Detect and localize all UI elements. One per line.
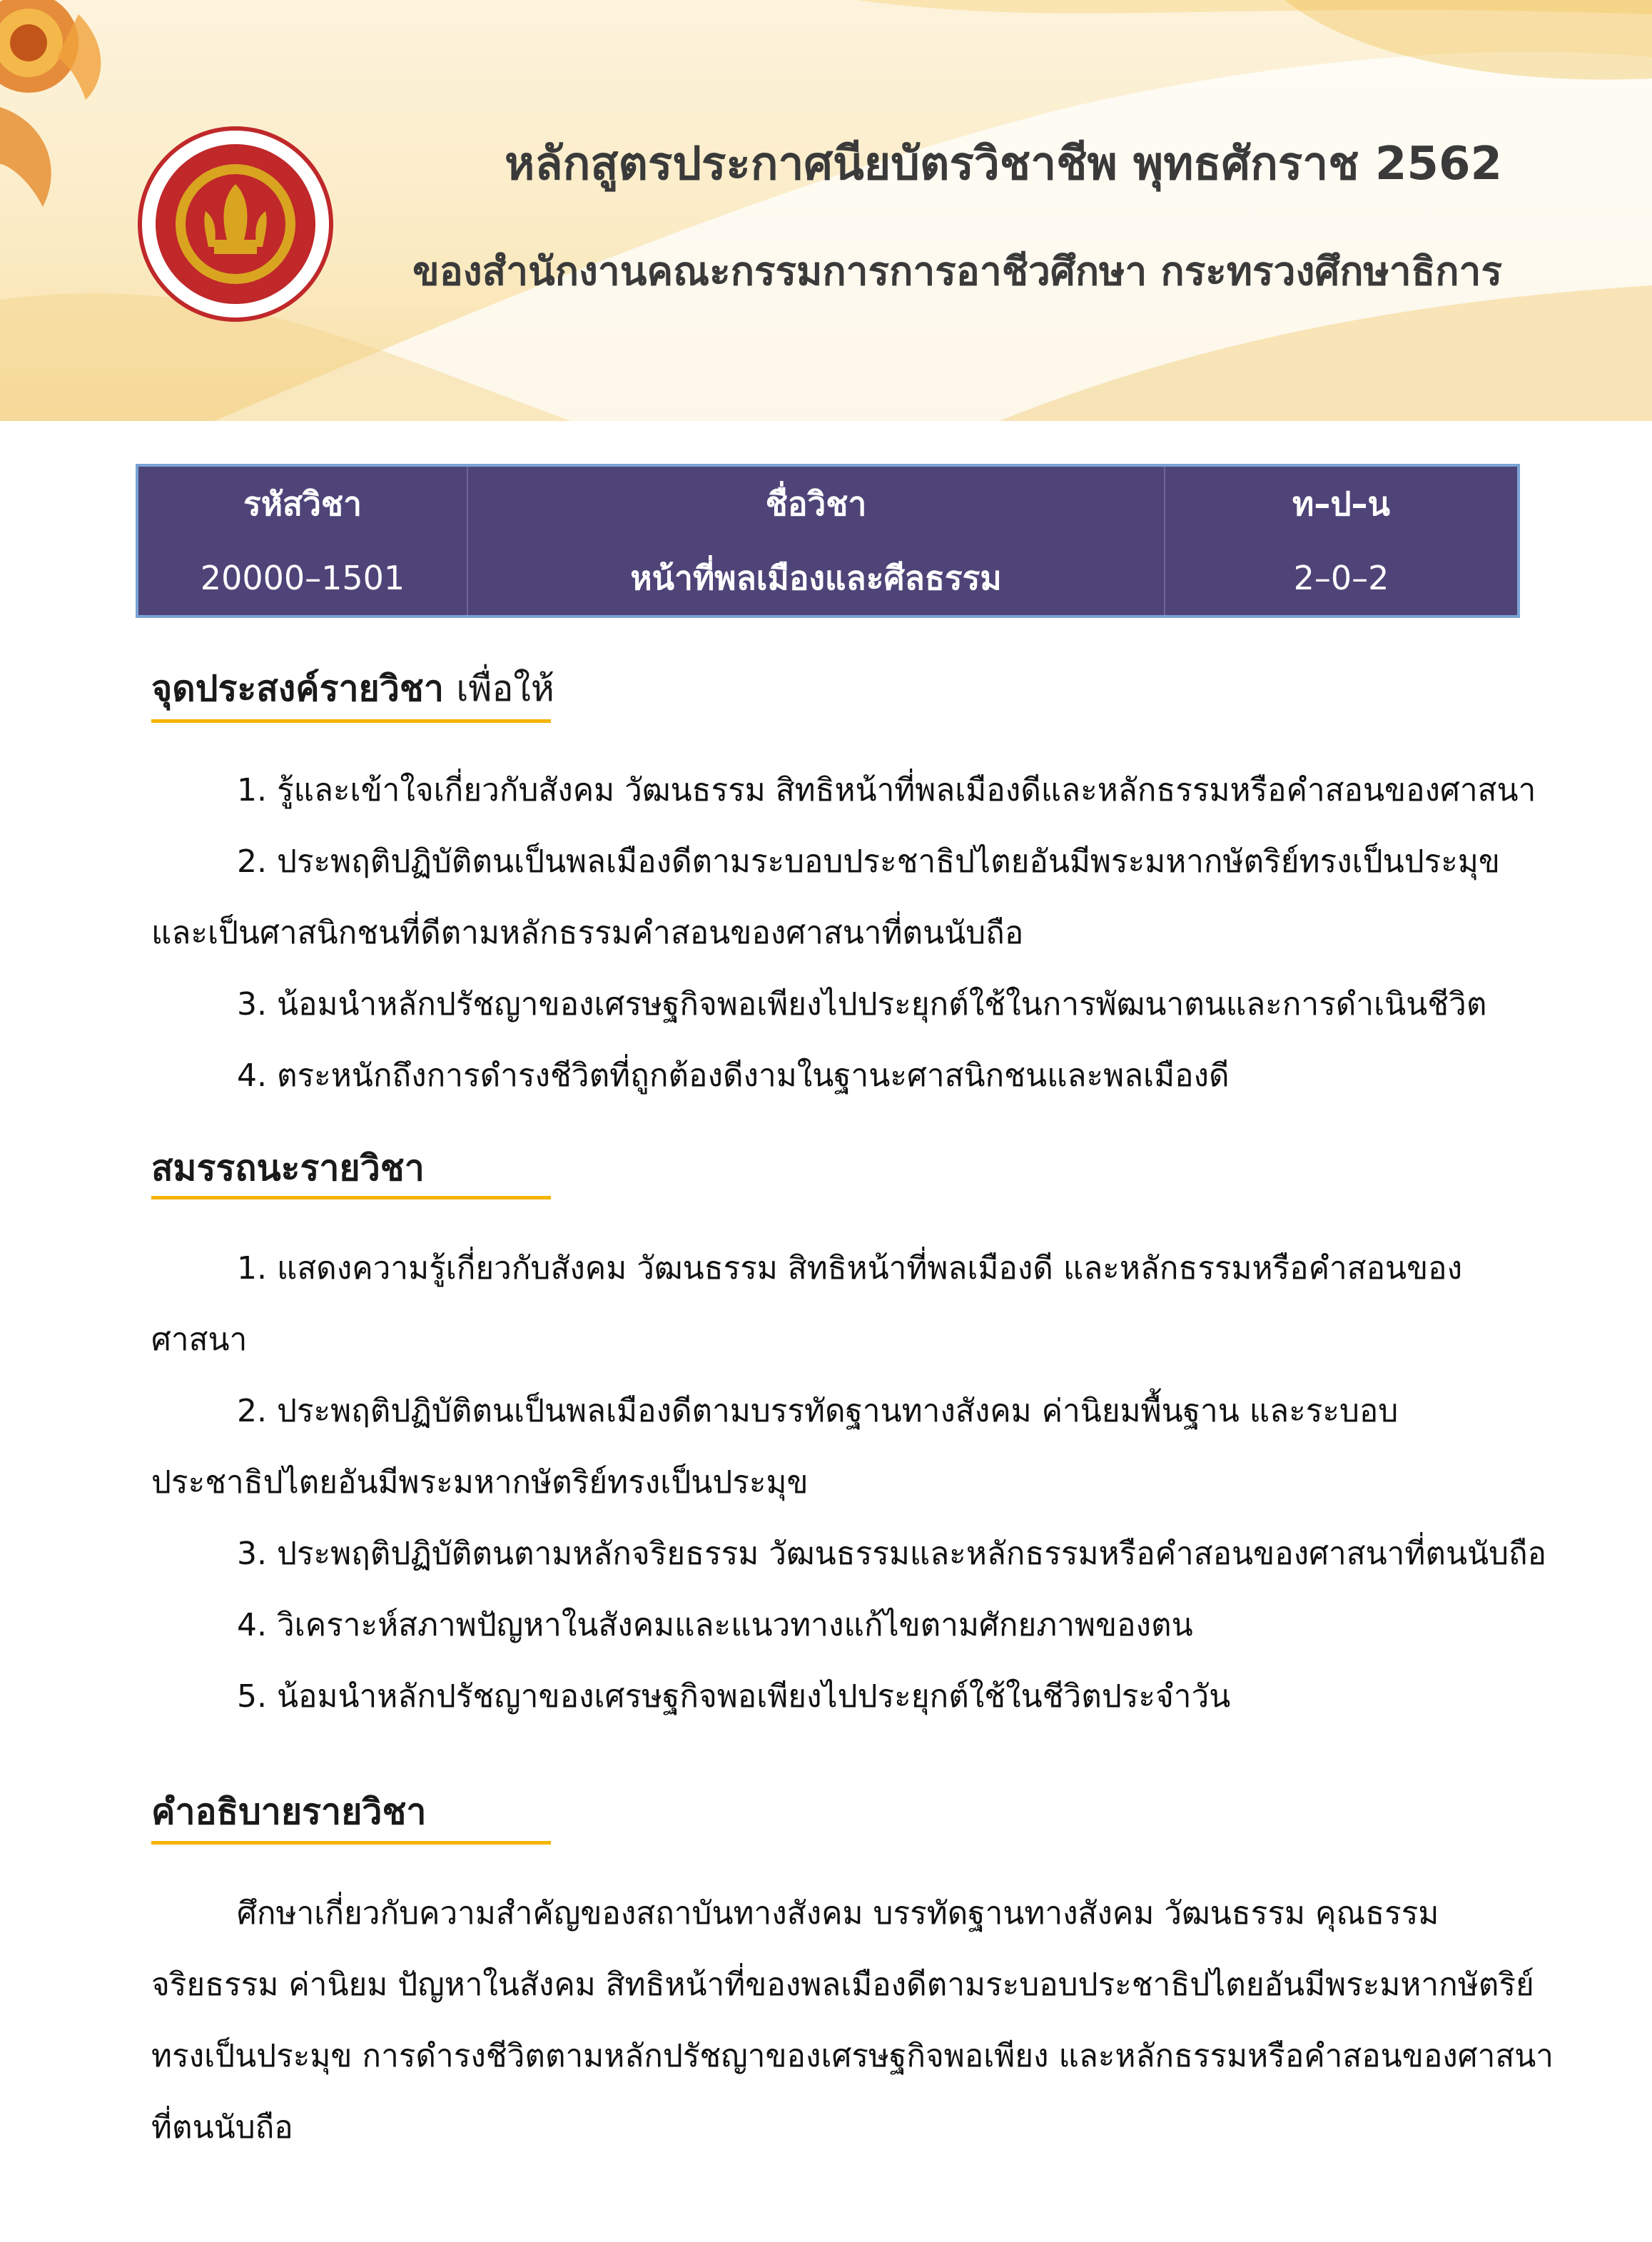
list-item: 4. ตระหนักถึงการดำรงชีวิตที่ถูกต้องดีงามในฐานะศาสนิกชนและพลเมืองดี xyxy=(237,1057,1230,1094)
description-line: ทรงเป็นประมุข การดำรงชีวิตตามหลักปรัชญาของเศรษฐกิจพอเพียง และหลักธรรมหรือคำสอนของศาสนา xyxy=(151,2038,1554,2074)
objectives-list xyxy=(151,755,1536,1112)
course-table-header-row xyxy=(137,465,1519,541)
course-code-header: รหัสวิชา xyxy=(137,465,467,541)
list-item: 1. แสดงความรู้เกี่ยวกับสังคม วัฒนธรรม สิทธิหน้าที่พลเมืองดี และหลักธรรมหรือคำสอนของ xyxy=(237,1250,1463,1287)
list-item: 3. น้อมนำหลักปรัชญาของเศรษฐกิจพอเพียงไปประยุกต์ใช้ในการพัฒนาตนและการดำเนินชีวิต xyxy=(237,986,1487,1023)
competencies-list xyxy=(151,1233,1547,1733)
organization-subtitle: ของสำนักงานคณะกรรมการการอาชีวศึกษา กระทรวงศึกษาธิการ xyxy=(412,248,1502,294)
competencies-heading: สมรรถนะรายวิชา xyxy=(151,1147,425,1189)
list-item: 2. ประพฤติปฏิบัติตนเป็นพลเมืองดีตามระบอบประชาธิปไตยอันมีพระมหากษัตริย์ทรงเป็นประมุข xyxy=(237,843,1500,880)
list-item: 1. รู้และเข้าใจเกี่ยวกับสังคม วัฒนธรรม สิทธิหน้าที่พลเมืองดีและหลักธรรมหรือคำสอนของศาสนา xyxy=(237,772,1536,808)
course-name-value: หน้าที่พลเมืองและศีลธรรม xyxy=(467,541,1165,617)
description-paragraph xyxy=(151,1878,1554,2164)
thai-ornament-icon xyxy=(0,0,121,214)
course-name-header: ชื่อวิชา xyxy=(467,465,1165,541)
objectives-underline xyxy=(151,719,551,723)
description-line: ที่ตนนับถือ xyxy=(151,2109,293,2146)
curriculum-title: หลักสูตรประกาศนียบัตรวิชาชีพ พุทธศักราช 2562 xyxy=(505,138,1502,191)
list-item: 4. วิเคราะห์สภาพปัญหาในสังคมและแนวทางแก้ไขตามศักยภาพของตน xyxy=(237,1607,1193,1643)
credit-hours-value: 2–0–2 xyxy=(1165,541,1519,617)
credit-hours-header: ท–ป–น xyxy=(1165,465,1519,541)
description-heading: คำอธิบายรายวิชา xyxy=(151,1791,427,1832)
course-info-table xyxy=(136,464,1520,618)
objectives-heading-suffix: เพื่อให้ xyxy=(456,668,554,709)
list-item-continuation: ประชาธิปไตยอันมีพระมหากษัตริย์ทรงเป็นประมุข xyxy=(151,1464,809,1501)
description-line: ศึกษาเกี่ยวกับความสำคัญของสถาบันทางสังคม บรรทัดฐานทางสังคม วัฒนธรรม คุณธรรม xyxy=(237,1895,1439,1932)
objectives-heading-text: จุดประสงค์รายวิชา xyxy=(151,668,444,709)
vocational-education-seal-logo xyxy=(137,126,334,323)
course-code-value: 20000–1501 xyxy=(137,541,467,617)
description-underline xyxy=(151,1841,551,1845)
list-item: 3. ประพฤติปฏิบัติตนตามหลักจริยธรรม วัฒนธรรมและหลักธรรมหรือคำสอนของศาสนาที่ตนนับถือ xyxy=(237,1536,1547,1572)
competencies-underline xyxy=(151,1196,551,1199)
list-item-continuation: และเป็นศาสนิกชนที่ดีตามหลักธรรมคำสอนของศาสนาที่ตนนับถือ xyxy=(151,915,1024,951)
list-item: 5. น้อมนำหลักปรัชญาของเศรษฐกิจพอเพียงไปประยุกต์ใช้ในชีวิตประจำวัน xyxy=(237,1678,1231,1715)
description-line: จริยธรรม ค่านิยม ปัญหาในสังคม สิทธิหน้าที่ของพลเมืองดีตามระบอบประชาธิปไตยอันมีพระมหากษัตริย์ xyxy=(151,1967,1534,2003)
course-table-value-row xyxy=(137,541,1519,617)
header-banner xyxy=(0,0,1652,421)
list-item: 2. ประพฤติปฏิบัติตนเป็นพลเมืองดีตามบรรทัดฐานทางสังคม ค่านิยมพื้นฐาน และระบอบ xyxy=(237,1393,1399,1429)
list-item-continuation: ศาสนา xyxy=(151,1322,248,1358)
objectives-heading xyxy=(151,664,554,714)
